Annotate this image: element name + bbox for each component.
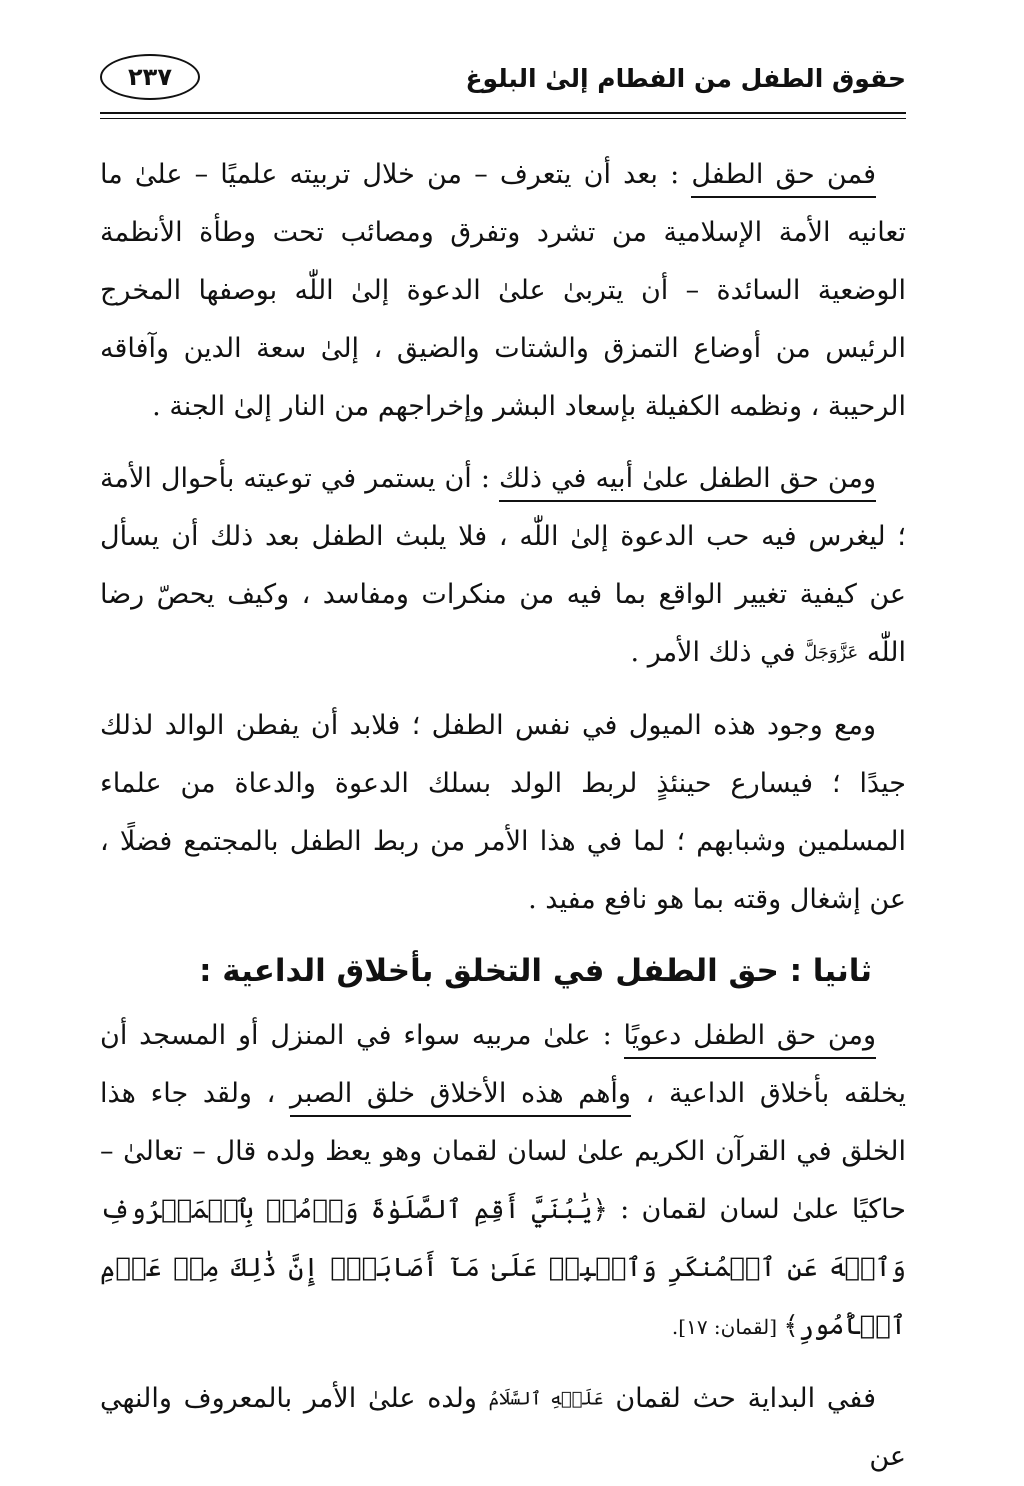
paragraph-5 [100, 1370, 906, 1486]
page-number-badge: ٢٣٧ [100, 54, 200, 100]
underlined-phrase: وأهم هذه الأخلاق خلق الصبر [290, 1078, 631, 1117]
quran-verse: ﴿يَٰبُنَيَّ أَقِمِ ٱلصَّلَوٰةَ وَأۡمُرۡ بِٱلۡمَعۡرُوفِ وَٱنۡهَ عَنِ ٱلۡمُنكَرِ وَٱصۡبِرۡ عَلَىٰ مَآ أَصَابَكَۖ إِنَّ ذَٰلِكَ مِنۡ عَزۡمِ ٱلۡأُمُورِ﴾ [100, 1195, 906, 1341]
paragraph-text: ومع وجود هذه الميول في نفس الطفل ؛ فلابد أن يفطن الوالد لذلك جيدًا ؛ فيسارع حينئذٍ لربط الولد بسلك الدعوة والدعاة من علماء المسلمين وشبابهم ؛ لما في هذا الأمر من ربط الطفل بالمجتمع فضلًا ، عن إشغال وقته بما هو نافع مفيد . [100, 710, 906, 915]
paragraph-1 [100, 146, 906, 436]
section-heading: ثانيا : حق الطفل في التخلق بأخلاق الداعية : [100, 941, 906, 1001]
header-rule-thick [100, 112, 906, 114]
paragraph-text: : أن يستمر في توعيته بأحوال الأمة ؛ ليغرس فيه حب الدعوة إلىٰ اللّٰه ، فلا يلبث الطفل بعد ذلك أن يسأل عن كيفية تغيير الواقع بما فيه من منكرات ومفاسد ، وكيف يحصّ رضا اللّٰه [100, 463, 906, 668]
paragraph-text: : بعد أن يتعرف – من خلال تربيته علميًا – علىٰ ما تعانيه الأمة الإسلامية من تشرد وتفرق ومصائب تحت وطأة الأنظمة الوضعية السائدة – أن يتربىٰ علىٰ الدعوة إلىٰ اللّٰه بوصفها المخرج الرئيس من أوضاع التمزق والشتات والضيق ، إلىٰ سعة الدين وآفاقه الرحيبة ، ونظمه الكفيلة بإسعاد البشر وإخراجهم من النار إلىٰ الجنة . [100, 159, 906, 422]
underlined-lead: ومن حق الطفل دعويًا [624, 1020, 877, 1059]
paragraph-text: ، ولقد جاء هذا الخلق في القرآن الكريم علىٰ لسان لقمان وهو يعظ ولده قال – تعالىٰ – حاكيًا علىٰ لسان لقمان : [100, 1078, 906, 1225]
book-page [100, 50, 906, 1430]
underlined-lead: فمن حق الطفل [691, 159, 876, 198]
paragraph-text: : علىٰ مربيه سواء في المنزل أو المسجد أن يخلقه بأخلاق الداعية ، [100, 1020, 906, 1109]
running-header-title: حقوق الطفل من الفطام إلىٰ البلوغ [465, 64, 906, 93]
paragraph-text-tail: في ذلك الأمر . [631, 637, 805, 668]
honorific-glyph: عَزَّوَجَلَّ [804, 643, 858, 664]
header-rule-thin [100, 118, 906, 119]
verse-reference: [لقمان: ١٧]. [672, 1315, 783, 1339]
paragraph-2 [100, 450, 906, 683]
paragraph-4 [100, 1007, 906, 1356]
body-text [100, 146, 906, 1486]
paragraph-text: ففي البداية حث لقمان [604, 1383, 876, 1414]
paragraph-3 [100, 697, 906, 929]
honorific-glyph: عَلَيۡهِ ٱلسَّلَامُ [489, 1388, 604, 1409]
paragraph-text: ولده علىٰ الأمر بالمعروف والنهي عن [100, 1383, 906, 1473]
underlined-lead: ومن حق الطفل علىٰ أبيه في ذلك [499, 463, 876, 502]
running-header [100, 50, 906, 108]
